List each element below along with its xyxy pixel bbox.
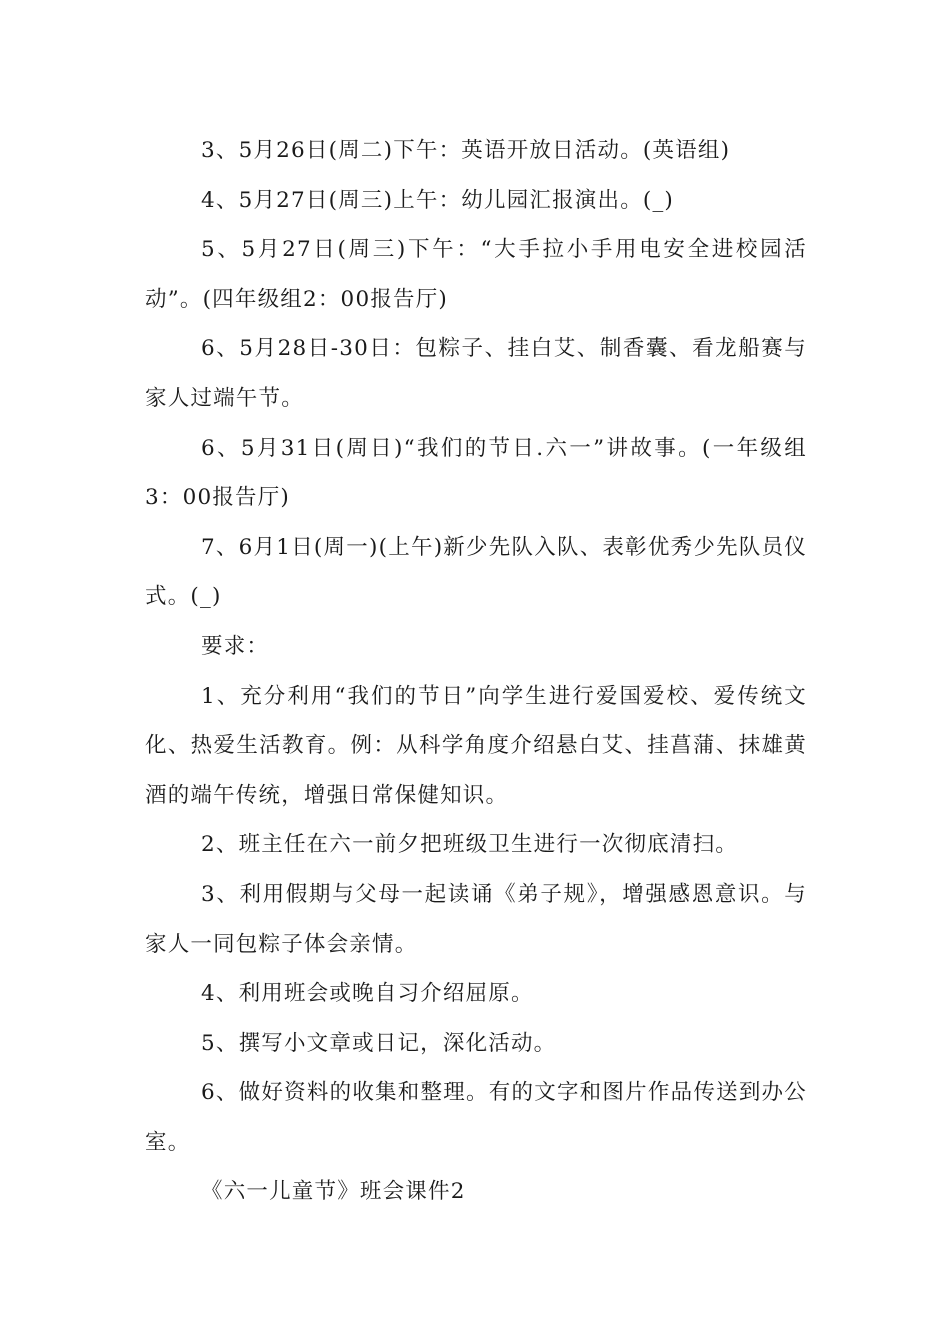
schedule-item-3: 3、5月26日(周二)下午：英语开放日活动。(英语组) xyxy=(201,138,731,163)
document-body xyxy=(145,126,807,1217)
requirement-3: 3、利用假期与父母一起读诵《弟子规》，增强感恩意识。与家人一同包粽子体会亲情。 xyxy=(145,881,807,957)
requirement-4: 4、利用班会或晚自习介绍屈原。 xyxy=(201,981,534,1007)
requirement-2: 2、班主任在六一前夕把班级卫生进行一次彻底清扫。 xyxy=(201,832,738,858)
requirements-heading: 要求： xyxy=(201,633,270,659)
requirement-6: 6、做好资料的收集和整理。有的文字和图片作品传送到办公室。 xyxy=(145,1080,807,1155)
requirement-5: 5、撰写小文章或日记，深化活动。 xyxy=(201,1030,557,1056)
schedule-item-5: 5、5月27日(周三)下午：“大手拉小手用电安全进校园活动”。(四年级组2：00报告厅) xyxy=(145,237,807,312)
schedule-item-7: 7、6月1日(周一)(上午)新少先队入队、表彰优秀少先队员仪式。(_) xyxy=(145,534,807,610)
section-title: 《六一儿童节》班会课件2 xyxy=(201,1179,466,1205)
schedule-item-6a: 6、5月28日-30日：包粽子、挂白艾、制香囊、看龙船赛与家人过端午节。 xyxy=(145,336,807,411)
requirement-1: 1、充分利用“我们的节日”向学生进行爱国爱校、爱传统文化、热爱生活教育。例：从科学角度介绍悬白艾、挂菖蒲、抹雄黄酒的端午传统，增强日常保健知识。 xyxy=(145,683,807,808)
schedule-item-4: 4、5月27日(周三)上午：幼儿园汇报演出。(_) xyxy=(201,187,675,213)
schedule-item-6b: 6、5月31日(周日)“我们的节日.六一”讲故事。(一年级组3：00报告厅) xyxy=(145,435,807,511)
